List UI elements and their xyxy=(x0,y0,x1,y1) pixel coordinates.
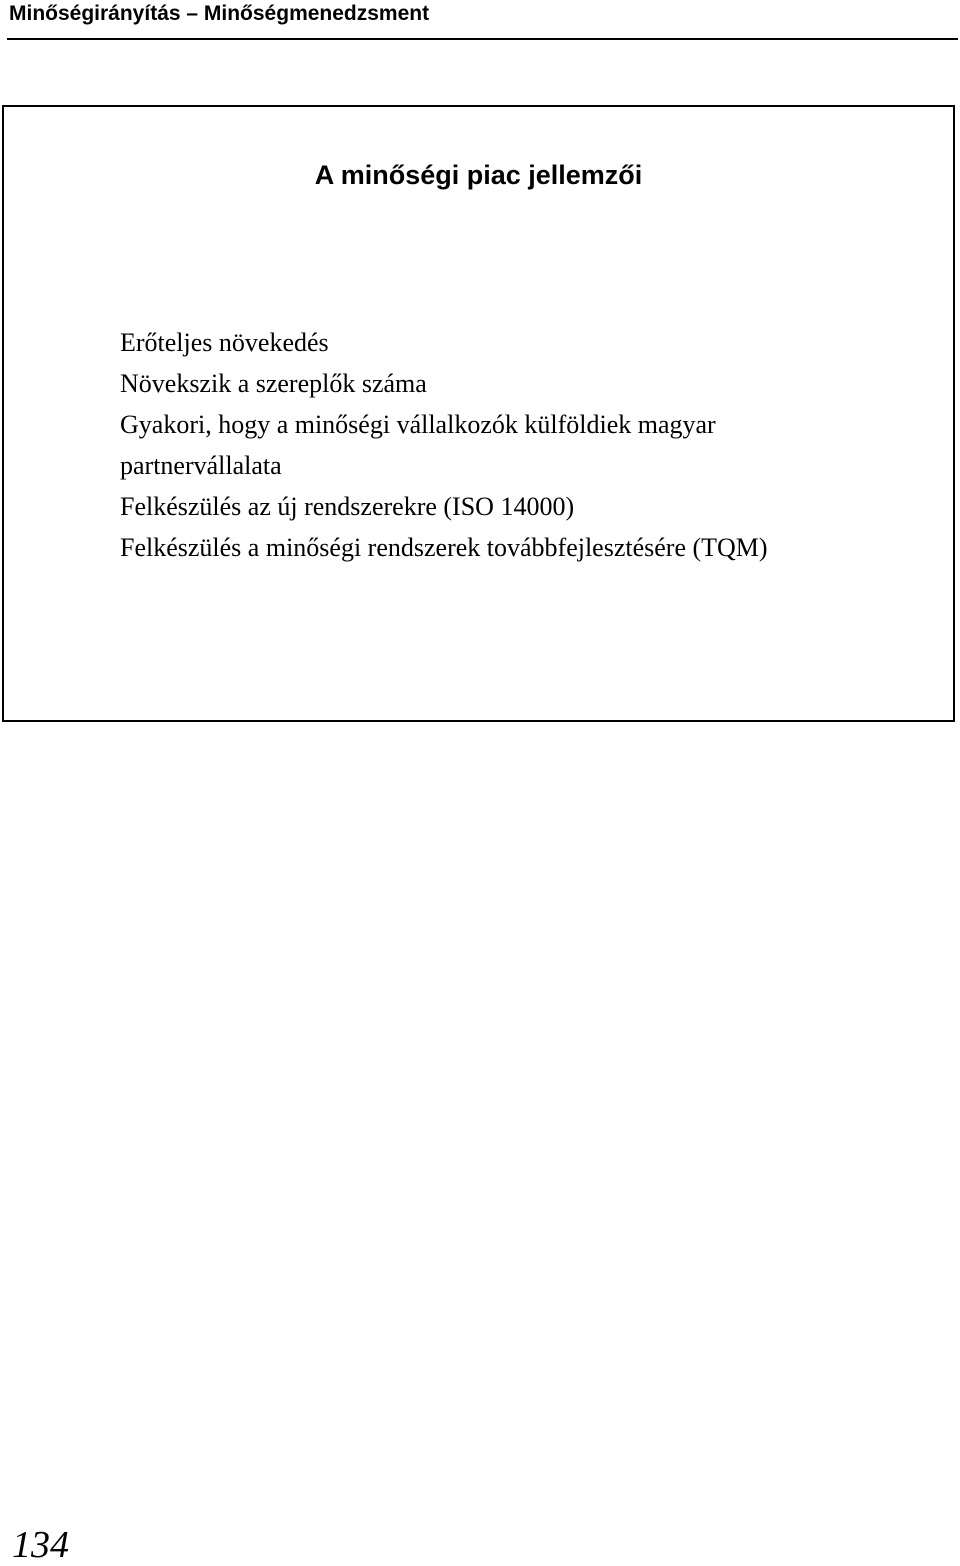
header-rule xyxy=(7,38,958,40)
slide-line: Gyakori, hogy a minőségi vállalkozók külföldiek magyar xyxy=(120,410,716,439)
slide-line: Felkészülés a minőségi rendszerek továbbfejlesztésére (TQM) xyxy=(120,533,768,562)
slide-line: Felkészülés az új rendszerekre (ISO 14000) xyxy=(120,492,575,521)
running-header: Minőségirányítás – Minőségmenedzsment xyxy=(9,2,430,25)
slide-line: partnervállalata xyxy=(120,451,282,480)
slide-lines xyxy=(120,322,920,568)
slide-line: Növekszik a szereplők száma xyxy=(120,369,427,398)
slide-frame xyxy=(2,105,955,722)
page-number: 134 xyxy=(12,1524,69,1566)
slide-line: Erőteljes növekedés xyxy=(120,328,329,357)
slide-title: A minőségi piac jellemzői xyxy=(314,160,643,190)
